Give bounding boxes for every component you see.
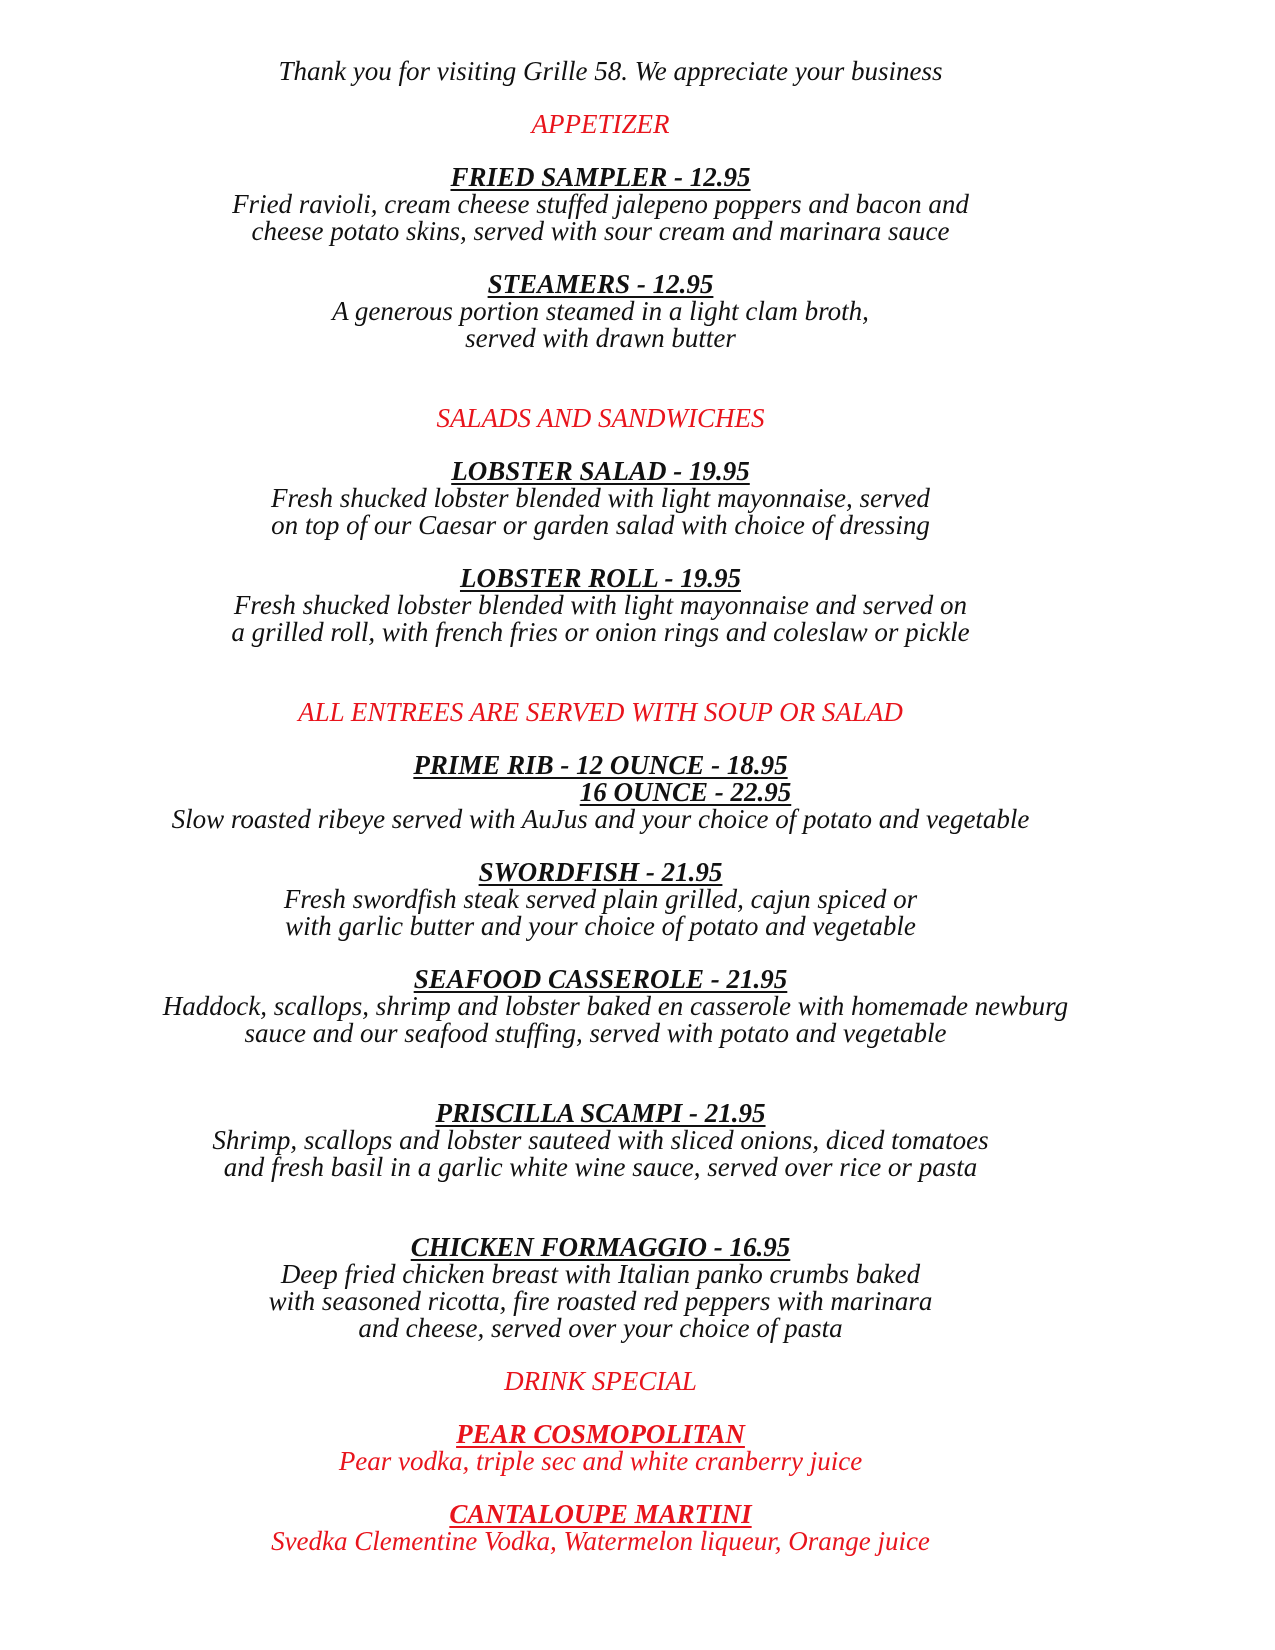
item-title-prime-rib: PRIME RIB - 12 OUNCE - 18.95 [413, 750, 788, 780]
item-title-lobster-roll: LOBSTER ROLL - 19.95 [459, 563, 741, 593]
item-desc-swordfish-2: with garlic butter and your choice of potato and vegetable [285, 911, 916, 941]
item-desc-lobster-salad-1: Fresh shucked lobster blended with light mayonnaise, served [271, 483, 930, 513]
item-desc-prime-rib-1: Slow roasted ribeye served with AuJus and your choice of potato and vegetable [171, 804, 1030, 834]
item-desc-swordfish-1: Fresh swordfish steak served plain grilled, cajun spiced or [283, 884, 918, 914]
section-heading-drinks: DRINK SPECIAL [504, 1366, 697, 1396]
item-title-cantaloupe-martini: CANTALOUPE MARTINI [449, 1499, 752, 1529]
item-title-steamers: STEAMERS - 12.95 [487, 269, 714, 299]
item-title-pear-cosmopolitan: PEAR COSMOPOLITAN [456, 1419, 745, 1449]
item-desc-lobster-salad-2: on top of our Caesar or garden salad with choice of dressing [271, 510, 930, 540]
item-title-seafood-casserole: SEAFOOD CASSEROLE - 21.95 [413, 964, 788, 994]
item-desc-seafood-casserole-1: Haddock, scallops, shrimp and lobster baked en casserole with homemade newburg [162, 991, 1069, 1021]
item-desc-lobster-roll-2: a grilled roll, with french fries or onion rings and coleslaw or pickle [231, 617, 970, 647]
item-desc-priscilla-scampi-2: and fresh basil in a garlic white wine sauce, served over rice or pasta [223, 1152, 978, 1182]
item-desc-chicken-formaggio-2: with seasoned ricotta, fire roasted red peppers with marinara [268, 1286, 933, 1316]
item-desc-seafood-casserole-2: sauce and our seafood stuffing, served with potato and vegetable [244, 1018, 947, 1048]
item-desc-cantaloupe-martini-1: Svedka Clementine Vodka, Watermelon liqueur, Orange juice [271, 1526, 930, 1556]
section-heading-salads: SALADS AND SANDWICHES [436, 403, 765, 433]
item-desc-chicken-formaggio-3: and cheese, served over your choice of pasta [358, 1313, 843, 1343]
item-desc-steamers-2: served with drawn butter [465, 323, 736, 353]
item-title-fried-sampler: FRIED SAMPLER - 12.95 [450, 162, 751, 192]
item-title-priscilla-scampi: PRISCILLA SCAMPI - 21.95 [435, 1098, 766, 1128]
item-desc-fried-sampler-1: Fried ravioli, cream cheese stuffed jalepeno poppers and bacon and [232, 189, 969, 219]
item-title-prime-rib-16oz: 16 OUNCE - 22.95 [579, 777, 792, 807]
item-desc-fried-sampler-2: cheese potato skins, served with sour cream and marinara sauce [251, 216, 950, 246]
item-title-swordfish: SWORDFISH - 21.95 [478, 857, 723, 887]
item-desc-steamers-1: A generous portion steamed in a light clam broth, [332, 296, 869, 326]
item-title-lobster-salad: LOBSTER SALAD - 19.95 [451, 456, 750, 486]
item-title-chicken-formaggio: CHICKEN FORMAGGIO - 16.95 [410, 1232, 791, 1262]
section-heading-entrees: ALL ENTREES ARE SERVED WITH SOUP OR SALAD [298, 697, 903, 727]
intro-text: Thank you for visiting Grille 58. We appreciate your business [278, 56, 943, 86]
section-heading-appetizer: APPETIZER [531, 109, 670, 139]
item-desc-lobster-roll-1: Fresh shucked lobster blended with light mayonnaise and served on [233, 590, 968, 620]
item-desc-chicken-formaggio-1: Deep fried chicken breast with Italian panko crumbs baked [280, 1259, 921, 1289]
item-desc-pear-cosmopolitan-1: Pear vodka, triple sec and white cranberry juice [338, 1446, 863, 1476]
item-desc-priscilla-scampi-1: Shrimp, scallops and lobster sauteed with sliced onions, diced tomatoes [212, 1125, 989, 1155]
